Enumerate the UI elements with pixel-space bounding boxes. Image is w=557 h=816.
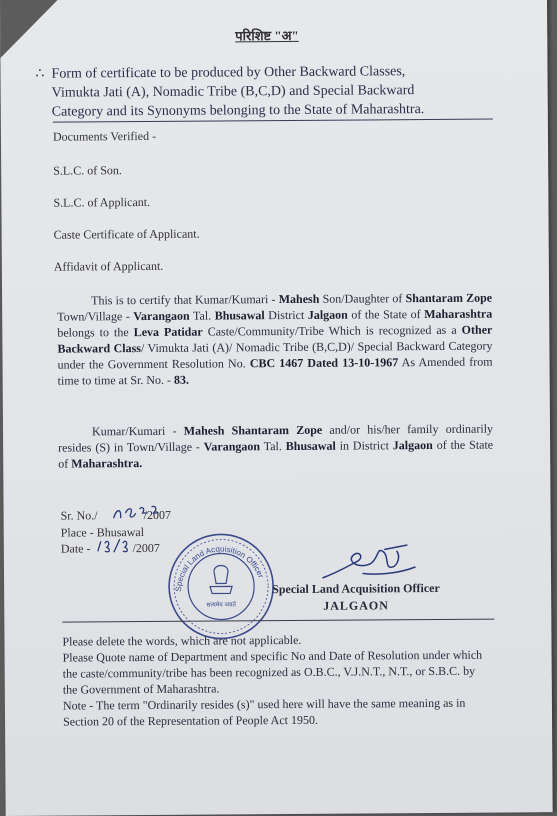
date-line: Date - /2007	[60, 540, 160, 556]
document-item-2: S.L.C. of Applicant.	[53, 194, 151, 210]
document-item-4: Affidavit of Applicant.	[53, 258, 164, 274]
title-line-1: Form of certificate to be produced by Other Backward Classes,	[51, 64, 406, 82]
title-bullet: ∴	[35, 66, 45, 82]
svg-text:सत्यमेव जयते: सत्यमेव जयते	[206, 601, 236, 609]
place-line: Place - Bhusawal	[60, 525, 145, 540]
annexure-code: परिशिष्ट "अ"	[235, 27, 299, 44]
handwritten-serial-number	[112, 503, 160, 523]
handwritten-date	[96, 535, 136, 555]
svg-text:Special Land Acquisition Offic: Special Land Acquisition Officer	[174, 544, 266, 592]
official-seal	[166, 531, 277, 642]
title-line-3: Category and its Synonyms belonging to the State of Maharashtra.	[51, 102, 425, 120]
serial-number-line: Sr. No./ /2007	[60, 507, 172, 523]
document-item-1: S.L.C. of Son.	[53, 163, 122, 178]
document-item-3: Caste Certificate of Applicant.	[53, 226, 200, 242]
signatory-block	[272, 581, 440, 614]
note-2: Please Quote name of Department and specific No and Date of Resolution under which the caste/community/tribe has been recognized as O.B.C., V.J.N.T., N.T., or S.B.C. by the Government of Maharashtra.	[62, 647, 483, 697]
folded-corner	[0, 0, 58, 58]
documents-heading: Documents Verified -	[52, 128, 157, 144]
certificate-paragraph-1: This is to certify that Kumar/Kumari - Mahesh Son/Daughter of Shantaram Zope Town/Village - Varangaon Tal. Bhusawal District Jalgaon of the State of Maharashtra belongs to the Leva Patidar Caste/Community/Tribe Which is recognized as a Other Backward Class/ Vimukta Jati (A)/ Nomadic Tribe (B,C,D)/ Special Backward Category under the Government Resolution No. CBC 1467 Dated 13-10-1967 As Amended from time to time at Sr. No. - 83.	[57, 290, 493, 388]
signatory-title: Special Land Acquisition Officer	[272, 580, 440, 597]
officer-signature	[319, 537, 419, 586]
signatory-place: JALGAON	[323, 598, 389, 613]
certificate-title	[35, 62, 490, 122]
note-3: Note - The term "Ordinarily resides (s)" used here will have the same meaning as in Section 20 of the Representation of People Act 1950.	[62, 695, 466, 729]
note-1: Please delete the words, which are not applicable.	[62, 632, 302, 649]
footer-divider	[62, 619, 494, 623]
title-line-2: Vimukta Jati (A), Nomadic Tribe (B,C,D) and Special Backward	[51, 83, 415, 101]
footer-notes	[62, 631, 493, 730]
certificate-paragraph-2: Kumar/Kumari - Mahesh Shantaram Zope and/or his/her family ordinarily resides (S) in Town/Village - Varangaon Tal. Bhusawal in District Jalgaon of the State of Maharashtra.	[58, 421, 494, 471]
